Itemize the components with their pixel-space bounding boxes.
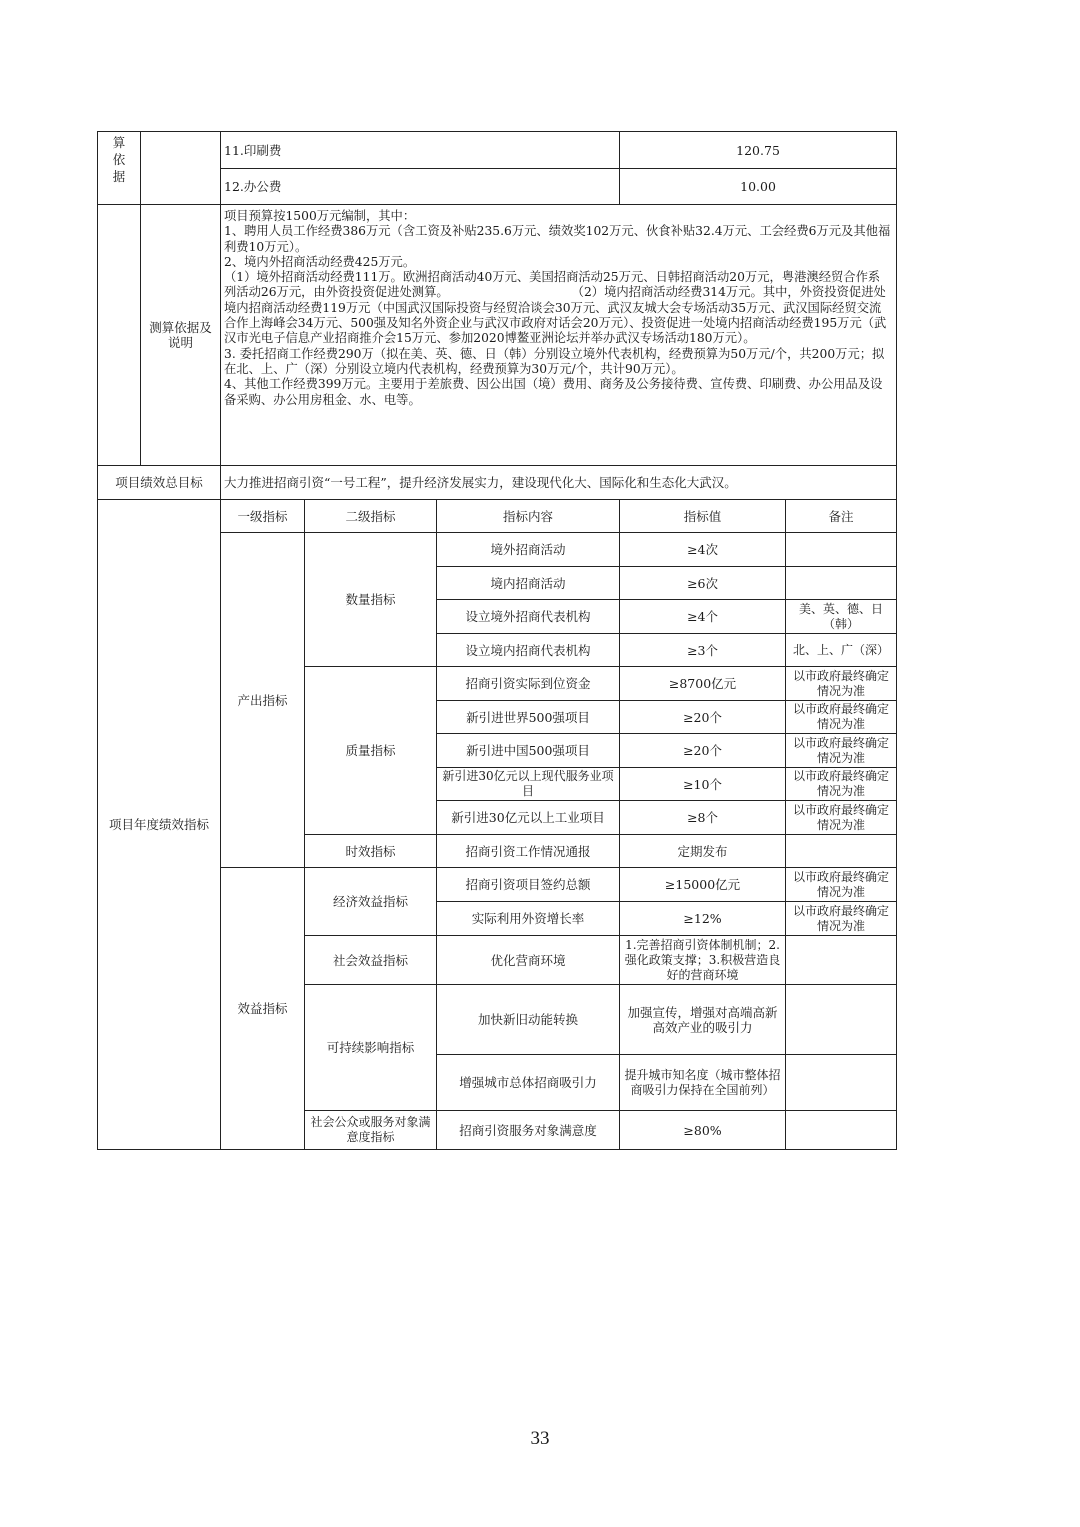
empty-cell [98, 205, 141, 466]
level1-cell: 效益指标 [221, 868, 305, 1150]
indicator-content: 招商引资实际到位资金 [437, 667, 620, 701]
level1-cell: 产出指标 [221, 533, 305, 868]
page-number: 33 [530, 1428, 550, 1449]
overall-goal-text: 大力推进招商引资“一号工程”，提升经济发展实力，建设现代化大、国际化和生态化大武汉。 [221, 466, 897, 500]
indicator-note [786, 936, 897, 985]
indicator-value: 定期发布 [620, 835, 786, 868]
indicator-note [786, 567, 897, 600]
indicator-content: 招商引资工作情况通报 [437, 835, 620, 868]
calc-basis-row [98, 205, 897, 466]
calc-paragraph: （1）境外招商活动经费111万。欧洲招商活动40万元、美国招商活动25万元、日韩招商活动20万元，粤港澳经贸合作系列活动26万元，由外资投资促进处测算。 （2）境内招商活动经费314万元。其中，外资投资促进处境内招商活动经费119万元（中国武汉国际投资与经贸洽谈会30万元、武汉友城大会专场活动35万元、武汉国际经贸交流合作上海峰会34万元、500强及知名外资企业与武汉市政府对话会20万元）、投资促进一处境内招商活动经费195万元（武汉市光电子信息产业招商推介会15万元、参加2020博鳌亚洲论坛并举办武汉专场活动180万元）。 3. 委托招商工作经费290万（拟在美、英、德、日（韩）分别设立境外代表机构，经费预算为50万元/个，共200万元；拟在北、上、广（深）分别设立境内代表机构，经费预算为30万元/个，共计90万元）。 [224, 270, 887, 376]
calc-basis-text [221, 205, 897, 466]
indicator-note: 以市政府最终确定情况为准 [786, 734, 897, 768]
indicator-note [786, 835, 897, 868]
indicator-content: 新引进30亿元以上工业项目 [437, 801, 620, 835]
indicator-content: 新引进中国500强项目 [437, 734, 620, 768]
indicator-value: ≥4次 [620, 533, 786, 567]
indicator-content: 境内招商活动 [437, 567, 620, 600]
indicator-content: 优化营商环境 [437, 936, 620, 985]
indicator-note: 以市政府最终确定情况为准 [786, 768, 897, 801]
indicator-value: 加强宣传，增强对高端高新高效产业的吸引力 [620, 985, 786, 1055]
indicator-content: 新引进世界500强项目 [437, 701, 620, 734]
indicator-note [786, 1111, 897, 1150]
calc-paragraph: 项目预算按1500万元编制，其中： [224, 209, 416, 223]
indicator-value: ≥15000亿元 [620, 868, 786, 902]
level2-cell: 经济效益指标 [305, 868, 437, 936]
indicator-note: 以市政府最终确定情况为准 [786, 801, 897, 835]
indicator-value: 提升城市知名度（城市整体招商吸引力保持在全国前列） [620, 1055, 786, 1111]
calc-paragraph: 1、聘用人员工作经费386万元（含工资及补贴235.6万元、绩效奖102万元、伙食补贴32.4万元、工会经费6万元及其他福利费10万元）。 [224, 224, 891, 254]
calc-paragraph: 2、境内外招商活动经费425万元。 [224, 254, 416, 269]
indicator-content: 设立境外招商代表机构 [437, 600, 620, 634]
expense-name: 12.办公费 [221, 169, 620, 205]
header-cell: 备注 [786, 500, 897, 533]
indicator-note: 美、英、德、日（韩） [786, 600, 897, 634]
indicator-value: ≥8700亿元 [620, 667, 786, 701]
calc-basis-label: 测算依据及说明 [141, 205, 221, 466]
indicator-content: 新引进30亿元以上现代服务业项目 [437, 768, 620, 801]
indicator-content: 招商引资项目签约总额 [437, 868, 620, 902]
expense-name: 11.印刷费 [221, 132, 620, 169]
header-cell: 指标内容 [437, 500, 620, 533]
level2-cell: 时效指标 [305, 835, 437, 868]
section-label-cell [98, 132, 141, 205]
indicator-value: ≥4个 [620, 600, 786, 634]
indicator-content: 招商引资服务对象满意度 [437, 1111, 620, 1150]
indicator-header-row [98, 500, 897, 533]
indicator-content: 实际利用外资增长率 [437, 902, 620, 936]
indicator-value: ≥8个 [620, 801, 786, 835]
budget-performance-table [97, 131, 897, 1150]
overall-goal-label: 项目绩效总目标 [98, 466, 221, 500]
indicator-note [786, 985, 897, 1055]
expense-row-printing [98, 132, 897, 169]
indicator-content: 境外招商活动 [437, 533, 620, 567]
indicator-note: 以市政府最终确定情况为准 [786, 902, 897, 936]
expense-amount: 120.75 [620, 132, 897, 169]
indicator-content: 设立境内招商代表机构 [437, 634, 620, 667]
indicator-note: 以市政府最终确定情况为准 [786, 701, 897, 734]
expense-amount: 10.00 [620, 169, 897, 205]
annual-indicators-label: 项目年度绩效指标 [98, 500, 221, 1150]
indicator-note: 以市政府最终确定情况为准 [786, 868, 897, 902]
level2-cell: 数量指标 [305, 533, 437, 667]
indicator-content: 加快新旧动能转换 [437, 985, 620, 1055]
level2-cell: 质量指标 [305, 667, 437, 835]
header-cell: 一级指标 [221, 500, 305, 533]
indicator-value: ≥6次 [620, 567, 786, 600]
indicator-value: ≥20个 [620, 701, 786, 734]
section-label: 算依据 [112, 135, 126, 184]
level2-cell: 社会公众或服务对象满意度指标 [305, 1111, 437, 1150]
level2-cell: 可持续影响指标 [305, 985, 437, 1111]
level2-cell: 社会效益指标 [305, 936, 437, 985]
indicator-value: ≥80% [620, 1111, 786, 1150]
header-cell: 二级指标 [305, 500, 437, 533]
overall-goal-row [98, 466, 897, 500]
indicator-note [786, 533, 897, 567]
indicator-value: ≥20个 [620, 734, 786, 768]
indicator-value: 1.完善招商引资体制机制；2.强化政策支撑；3.积极营造良好的营商环境 [620, 936, 786, 985]
indicator-value: ≥12% [620, 902, 786, 936]
indicator-note [786, 1055, 897, 1111]
calc-paragraph: 4、其他工作经费399万元。主要用于差旅费、因公出国（境）费用、商务及公务接待费、宣传费、印刷费、办公用品及设备采购、办公用房租金、水、电等。 [224, 377, 883, 407]
indicator-content: 增强城市总体招商吸引力 [437, 1055, 620, 1111]
indicator-value: ≥3个 [620, 634, 786, 667]
indicator-value: ≥10个 [620, 768, 786, 801]
indicator-note: 以市政府最终确定情况为准 [786, 667, 897, 701]
empty-cell [141, 132, 221, 205]
header-cell: 指标值 [620, 500, 786, 533]
indicator-note: 北、上、广（深） [786, 634, 897, 667]
